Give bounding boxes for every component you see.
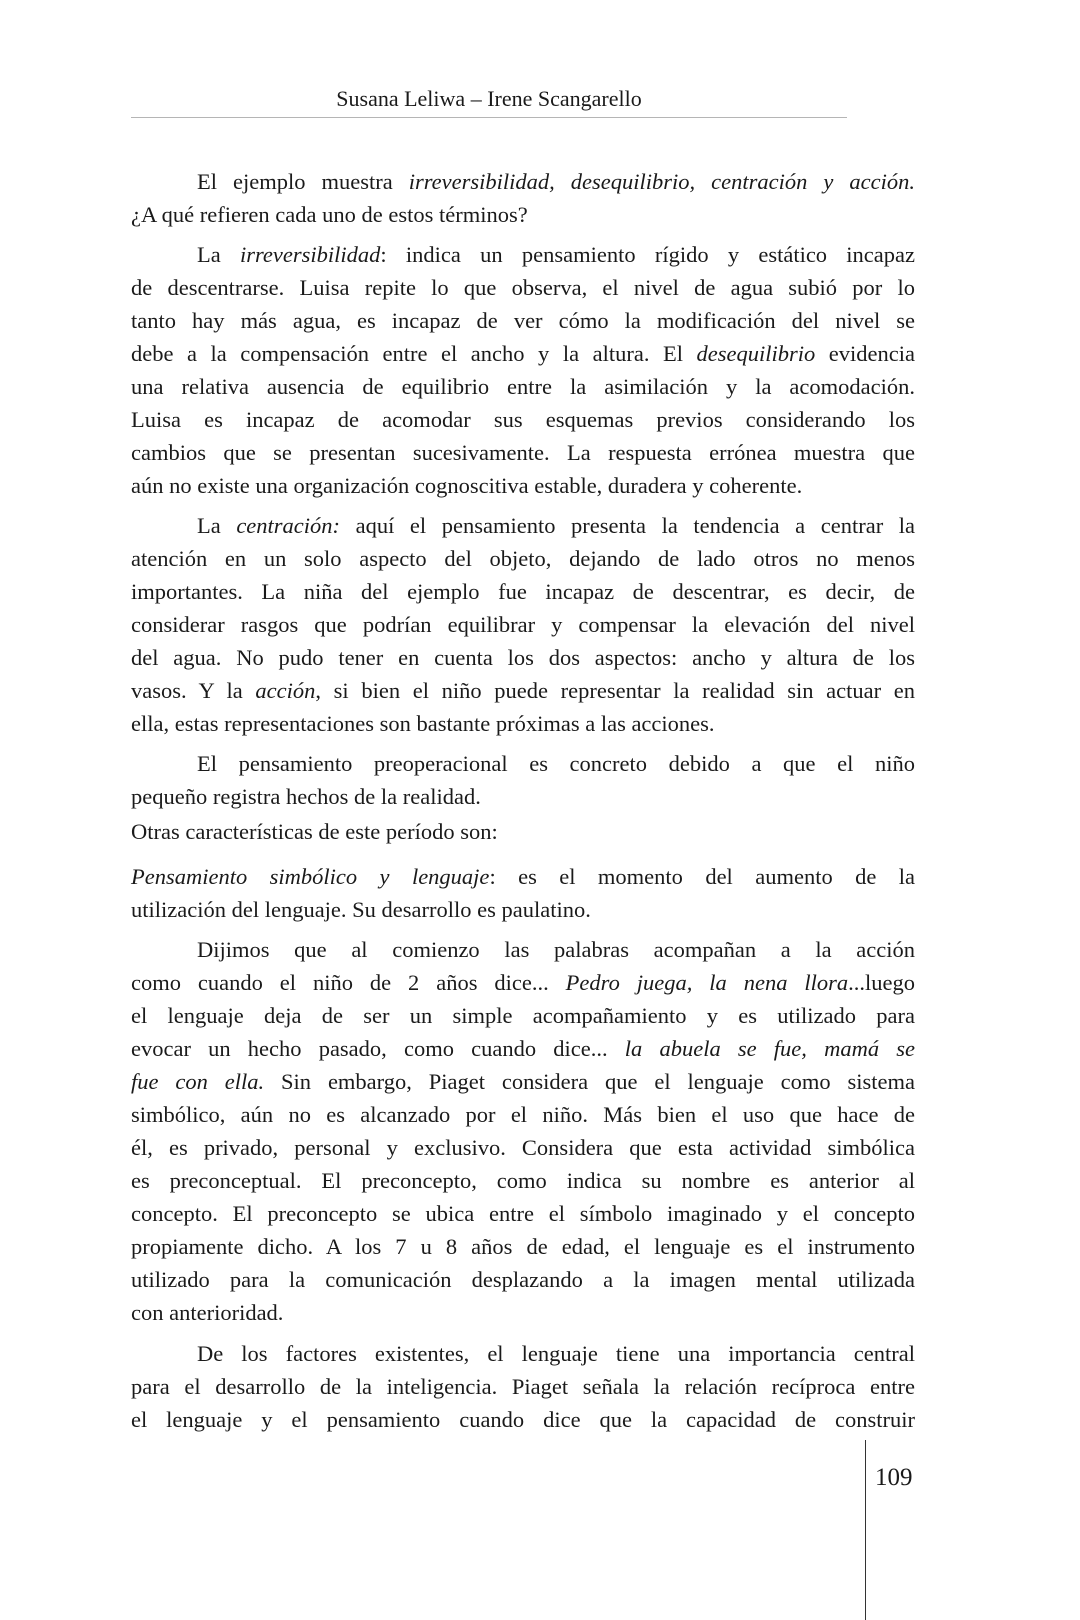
text-segment: pequeño registra hechos de la realidad. — [131, 784, 481, 809]
text-segment: tanto hay más agua, es incapaz de ver cómo la modificación del nivel se — [131, 308, 915, 333]
text-line — [131, 1164, 915, 1197]
paragraph — [131, 165, 915, 231]
page-number-rule — [865, 1440, 866, 1620]
text-segment: La — [197, 513, 237, 538]
text-line — [131, 198, 915, 231]
text-segment: La — [197, 242, 240, 267]
text-segment: Dijimos que al comienzo las palabras acompañan a la acción — [197, 937, 915, 962]
text-line — [131, 1131, 915, 1164]
text-segment: aún no existe una organización cognoscitiva estable, duradera y coherente. — [131, 473, 803, 498]
text-line — [131, 403, 915, 436]
text-segment: es preconceptual. El preconcepto, como indica su nombre es anterior al — [131, 1168, 915, 1193]
page-number: 109 — [875, 1464, 913, 1491]
text-line — [131, 1370, 915, 1403]
text-segment: cambios que se presentan sucesivamente. La respuesta errónea muestra que — [131, 440, 915, 465]
text-segment: aquí el pensamiento presenta la tendencia a centrar la — [340, 513, 915, 538]
italic-text: desequilibrio — [696, 341, 816, 366]
text-segment: él, es privado, personal y exclusivo. Considera que esta actividad simbólica — [131, 1135, 915, 1160]
text-segment: utilizado para la comunicación desplazando a la imagen mental utilizada — [131, 1267, 915, 1292]
text-line — [131, 575, 915, 608]
text-line — [131, 707, 915, 740]
text-segment: : indica un pensamiento rígido y estático incapaz — [380, 242, 915, 267]
text-segment: como cuando el niño de 2 años dice... — [131, 970, 566, 995]
text-line — [131, 747, 915, 780]
text-segment: con anterioridad. — [131, 1300, 284, 1325]
text-line — [131, 304, 915, 337]
text-segment: para el desarrollo de la inteligencia. Piaget señala la relación recíproca entre — [131, 1374, 915, 1399]
text-segment: de descentrarse. Luisa repite lo que observa, el nivel de agua subió por lo — [131, 275, 915, 300]
text-segment: del agua. No pudo tener en cuenta los dos aspectos: ancho y altura de los — [131, 645, 915, 670]
text-segment: utilización del lenguaje. Su desarrollo es paulatino. — [131, 897, 591, 922]
text-line — [131, 1263, 915, 1296]
text-line — [131, 966, 915, 999]
text-segment: debe a la compensación entre el ancho y la altura. El — [131, 341, 697, 366]
paragraph — [131, 509, 915, 740]
text-line — [131, 1337, 915, 1370]
text-segment: : es el momento del aumento de la — [489, 864, 915, 889]
text-segment: concepto. El preconcepto se ubica entre el símbolo imaginado y el concepto — [131, 1201, 915, 1226]
paragraph — [131, 933, 915, 1329]
text-line — [131, 238, 915, 271]
paragraph — [131, 747, 915, 813]
text-line — [131, 815, 915, 848]
text-line — [131, 641, 915, 674]
text-line — [131, 337, 915, 370]
text-line — [131, 1296, 915, 1329]
text-segment: ella, estas representaciones son bastante próximas a las acciones. — [131, 711, 715, 736]
text-segment: El ejemplo muestra — [197, 169, 409, 194]
text-segment: evidencia — [815, 341, 915, 366]
italic-text: Pedro juega, la nena llora — [565, 970, 849, 995]
text-segment: ...luego — [848, 970, 916, 995]
text-line — [131, 608, 915, 641]
text-line — [131, 542, 915, 575]
text-segment: simbólico, aún no es alcanzado por el niño. Más bien el uso que hace de — [131, 1102, 915, 1127]
text-line — [131, 509, 915, 542]
text-line — [131, 933, 915, 966]
text-line — [131, 469, 915, 502]
text-line — [131, 780, 915, 813]
text-line — [131, 370, 915, 403]
text-segment: ¿A qué refieren cada uno de estos términos? — [131, 202, 528, 227]
paragraph — [131, 1337, 915, 1436]
text-segment: Luisa es incapaz de acomodar sus esquemas previos considerando los — [131, 407, 915, 432]
paragraph — [131, 238, 915, 502]
text-segment: Otras características de este período son: — [131, 819, 498, 844]
text-segment: vasos. Y la — [131, 678, 256, 703]
text-line — [131, 436, 915, 469]
text-line — [131, 999, 915, 1032]
text-segment: De los factores existentes, el lenguaje tiene una importancia central — [197, 1341, 915, 1366]
text-segment: atención en un solo aspecto del objeto, dejando de lado otros no menos — [131, 546, 915, 571]
italic-text: acción — [255, 678, 316, 703]
body-text — [131, 158, 915, 1436]
text-segment: importantes. La niña del ejemplo fue incapaz de descentrar, es decir, de — [131, 579, 915, 604]
text-line — [131, 1230, 915, 1263]
header-rule — [131, 117, 847, 118]
text-segment: evocar un hecho pasado, como cuando dice... — [131, 1036, 625, 1061]
text-segment: Sin embargo, Piaget considera que el lenguaje como sistema — [264, 1069, 916, 1094]
text-line — [131, 1065, 915, 1098]
text-segment: una relativa ausencia de equilibrio entre la asimilación y la acomodación. — [131, 374, 915, 399]
italic-text: la abuela se fue, mamá se — [624, 1036, 915, 1061]
text-segment: considerar rasgos que podrían equilibrar y compensar la elevación del nivel — [131, 612, 915, 637]
text-line — [131, 271, 915, 304]
paragraph — [131, 860, 915, 926]
text-line — [131, 893, 915, 926]
italic-text: Pensamiento simbólico y lenguaje — [131, 864, 490, 889]
italic-text: centración: — [236, 513, 341, 538]
text-segment: el lenguaje deja de ser un simple acompañamiento y es utilizado para — [131, 1003, 915, 1028]
text-line — [131, 165, 915, 198]
text-line — [131, 1032, 915, 1065]
text-line — [131, 1197, 915, 1230]
text-line — [131, 1403, 915, 1436]
text-line — [131, 860, 915, 893]
paragraph — [131, 815, 915, 848]
text-segment: El pensamiento preoperacional es concreto debido a que el niño — [197, 751, 915, 776]
italic-text: irreversibilidad, desequilibrio, centración y acción. — [408, 169, 916, 194]
text-segment: , si bien el niño puede representar la realidad sin actuar en — [315, 678, 915, 703]
running-header: Susana Leliwa – Irene Scangarello — [336, 86, 642, 111]
text-segment: el lenguaje y el pensamiento cuando dice que la capacidad de construir — [131, 1407, 915, 1432]
italic-text: fue con ella. — [131, 1069, 265, 1094]
text-line — [131, 1098, 915, 1131]
text-line — [131, 674, 915, 707]
text-segment: propiamente dicho. A los 7 u 8 años de edad, el lenguaje es el instrumento — [131, 1234, 915, 1259]
italic-text: irreversibilidad — [239, 242, 381, 267]
